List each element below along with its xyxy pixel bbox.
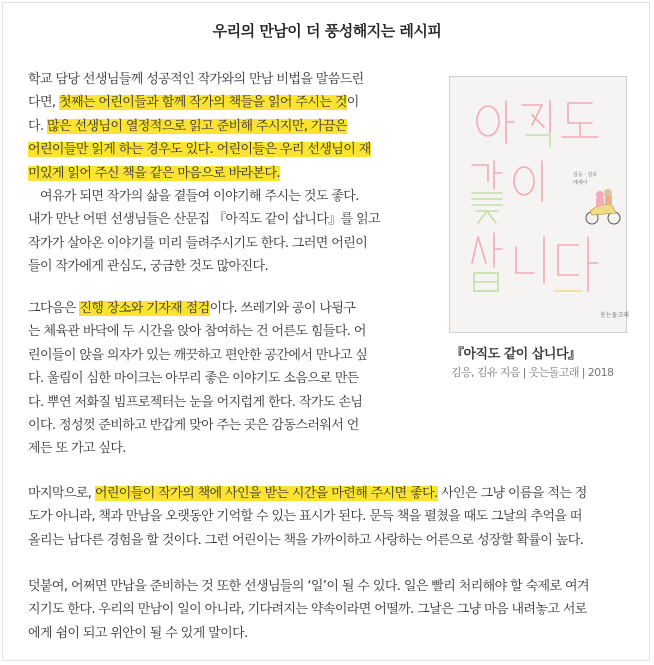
text-line (28, 297, 396, 320)
text-line (28, 437, 396, 460)
text-line (28, 367, 396, 390)
text-line (28, 344, 396, 367)
text-line (28, 505, 630, 528)
text-segment: 여유가 되면 작가의 삶을 곁들여 이야기해 주시는 것도 좋다. (40, 189, 359, 205)
text-line (28, 255, 396, 278)
text-segment: 도가 아니라, 책과 만남을 오랫동안 기억할 수 있는 표시가 된다. 문득 책을 펼쳤을 때도 그날의 추억을 떠 (28, 509, 582, 525)
highlighted-text: 어린이들이 작가의 책에 사인을 받는 시간을 마련해 주시면 좋다. (94, 486, 438, 501)
highlighted-text: 어린이들만 읽게 하는 경우도 있다. 어린이들은 우리 선생님이 재 (28, 142, 371, 158)
text-segment: 이다. 쓰레기와 공이 나뒹구 (209, 301, 356, 316)
scooter-illustration (586, 189, 620, 224)
text-line (28, 414, 396, 437)
cover-authors-suffix: 에세이 (573, 180, 588, 186)
text-segment: 올리는 남다른 경험을 할 것이다. 그런 어린이는 책을 가까이하고 사랑하는 어른으로 성장할 확률이 높다. (28, 532, 584, 548)
text-line (28, 575, 630, 598)
paragraph-3 (28, 482, 630, 552)
text-line (28, 320, 396, 343)
highlighted-text: 첫째는 어린이들과 함께 작가의 책들을 읽어 주시는 것 (58, 95, 347, 111)
text-line (28, 91, 396, 114)
text-line (28, 208, 396, 231)
cover-authors: 김응 · 김유 (573, 172, 598, 178)
paragraph-1 (28, 68, 396, 279)
cover-title-art (472, 101, 598, 291)
text-line (28, 115, 396, 138)
text-line (28, 529, 630, 552)
text-segment: 학교 담당 선생님들께 성공적인 작가와의 만남 비법을 말씀드린 (28, 72, 364, 87)
text-line (28, 138, 396, 161)
text-segment: 작가가 살아온 이야기를 미리 들려주시기도 한다. 그러면 어린이 (28, 235, 368, 251)
highlighted-text: 진행 장소와 기자재 점검 (79, 301, 210, 316)
text-segment: 사인은 그냥 이름을 적는 정 (437, 486, 587, 501)
text-line (28, 622, 630, 645)
text-segment: 덧붙여, 어쩌면 만남을 준비하는 것 또한 선생님들의 ‘일’이 될 수 있다. 일은 빨리 처리해야 할 숙제로 여겨 (28, 579, 589, 594)
text-line (28, 185, 396, 208)
book-cover-art (450, 77, 629, 332)
text-line (28, 598, 630, 621)
book-cover (449, 76, 627, 333)
text-line (28, 391, 396, 414)
text-segment: 지기도 한다. 우리의 만남이 일이 아니라, 기다려지는 약속이라면 어떨까. 그날은 그냥 마음 내려놓고 서로 (28, 602, 587, 618)
text-segment: 는 체육관 바닥에 두 시간을 앉아 참여하는 건 어른도 힘들다. 어 (28, 324, 366, 340)
text-segment: 에게 쉼이 되고 위안이 될 수 있게 말이다. (28, 625, 248, 641)
text-segment: 그다음은 (28, 301, 80, 316)
paragraph-4 (28, 575, 630, 645)
text-line (28, 68, 396, 91)
highlighted-text: 많은 선생님이 열정적으로 읽고 준비해 주시지만, 가끔은 (47, 118, 347, 134)
article-title: 우리의 만남이 더 풍성해지는 레시피 (212, 22, 442, 40)
text-line (28, 162, 396, 185)
text-segment: 제든 또 가고 싶다. (28, 441, 126, 457)
text-segment: 마지막으로, (28, 486, 95, 501)
book-caption-meta: 김응, 김유 지음 | 웃는돌고래 | 2018 (451, 366, 614, 379)
paragraph-2 (28, 297, 396, 461)
text-segment: 이 (346, 95, 359, 111)
highlighted-text: 미있게 읽어 주신 책을 같은 마음으로 바라본다. (28, 165, 280, 181)
cover-publisher: 웃는돌고래 (600, 312, 629, 319)
text-segment: 다면, (28, 95, 59, 111)
text-segment: 다. 울림이 심한 마이크는 아무리 좋은 이야기도 소음으로 만든 (28, 371, 359, 387)
text-segment: 들이 작가에게 관심도, 궁금한 것도 많아진다. (28, 259, 268, 275)
text-line (28, 482, 630, 505)
text-segment: 다. (28, 118, 48, 134)
text-segment: 내가 만난 어떤 선생님들은 산문집 『아직도 같이 삽니다』를 읽고 (28, 212, 381, 228)
book-caption-title: 『아직도 같이 삽니다』 (451, 347, 581, 362)
text-segment: 이다. 정성껏 준비하고 반갑게 맞아 주는 곳은 감동스러워서 언 (28, 418, 359, 434)
text-line (28, 232, 396, 255)
text-segment: 린이들이 앉을 의자가 있는 깨끗하고 편안한 공간에서 만나고 싶 (28, 347, 368, 363)
text-segment: 다. 뿌연 저화질 빔프로젝터는 눈을 어지럽게 한다. 작가도 손님 (28, 394, 363, 410)
